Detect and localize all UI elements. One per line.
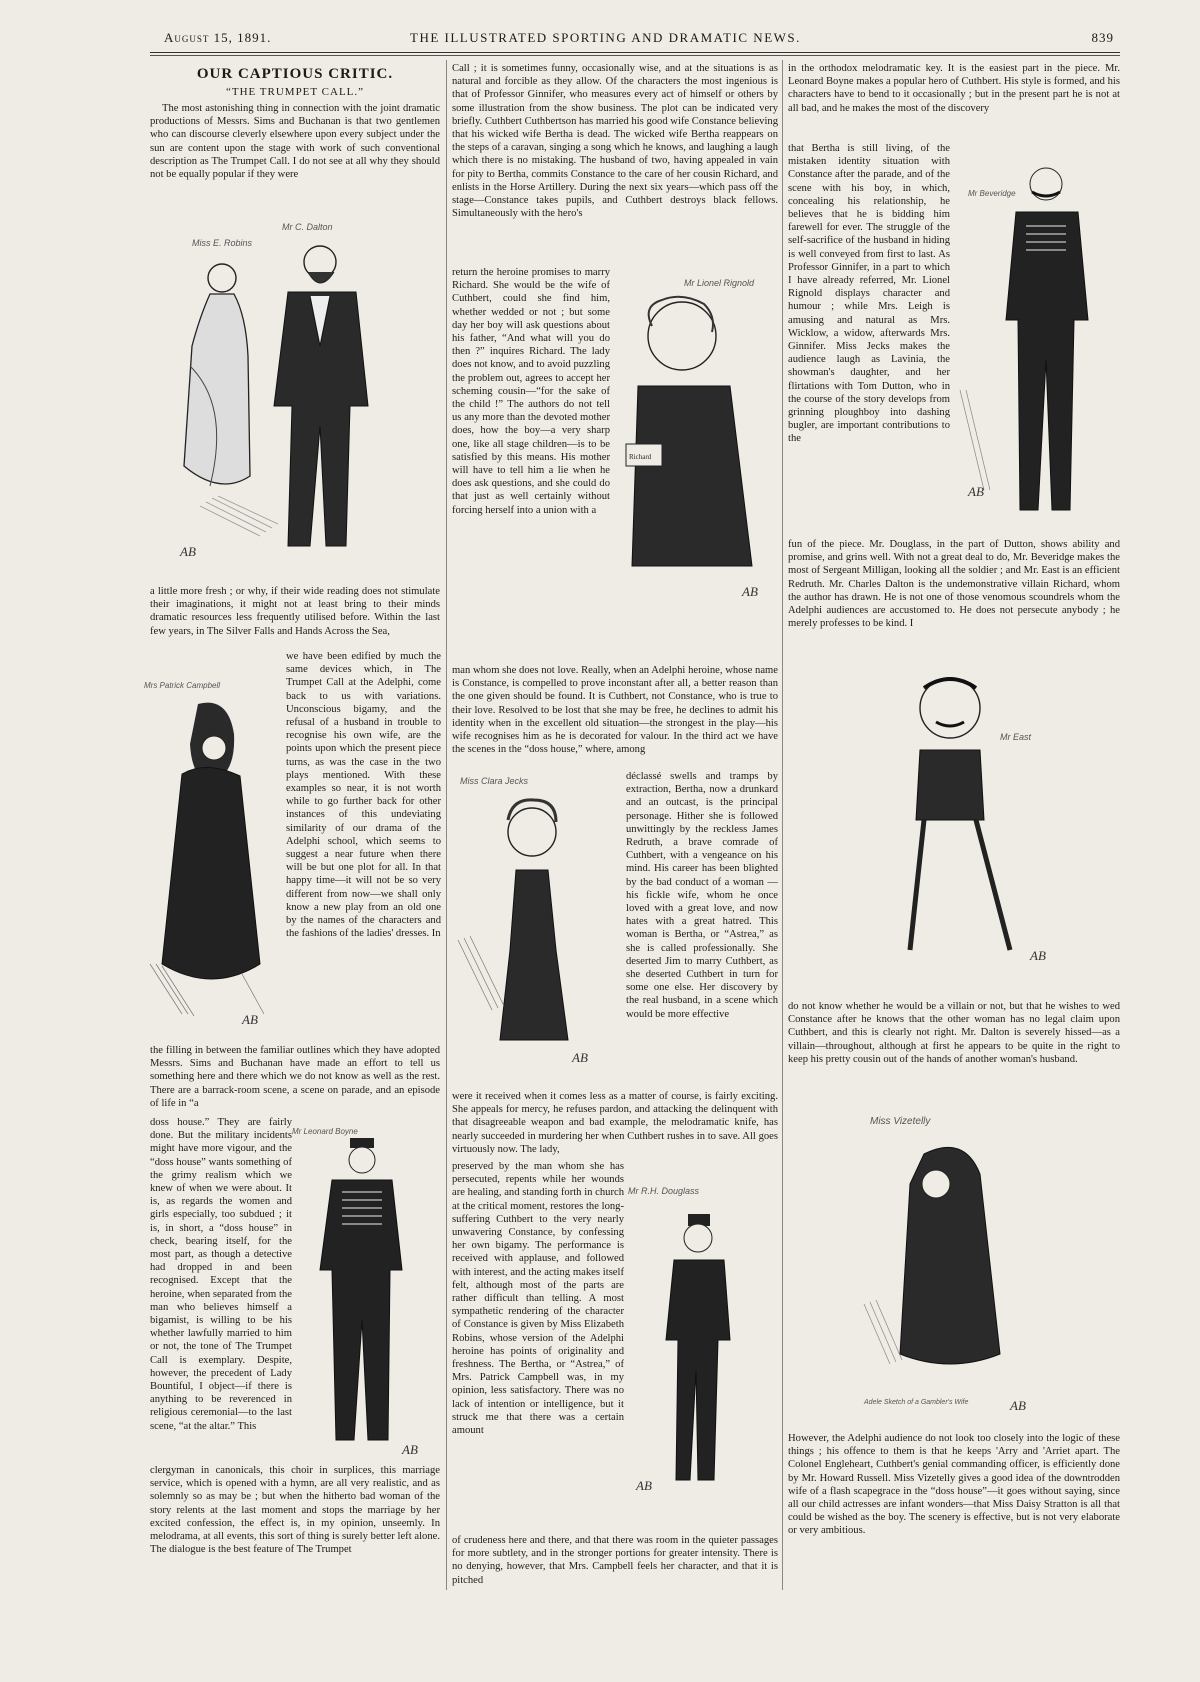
article-paragraph: were it received when it comes less as a matter of course, is fairly exciting. She appeals for mercy, he refuses pardon, and attacking the delinquent with that disagreeable weapon and bad example, the melodramatic knife, has nearly succeeded in murdering her when Cuthbert rushes in to save. All goes virtuously now. The lady, xyxy=(452,1091,778,1155)
article-paragraph: The most astonishing thing in connection with the joint dramatic productions of Messrs. Sims and Buchanan is that two gentlemen who can discourse cleverly elsewhere upon every subject under the sun are content upon the stage with work of such conventional description as The Trumpet Call. I do not see at all why they should not be equally popular if they were xyxy=(150,103,440,181)
issue-date: August 15, 1891. xyxy=(164,30,272,45)
illustration-douglass xyxy=(626,1180,778,1500)
caption-mr-boyne: Mr Leonard Boyne xyxy=(292,1127,358,1136)
caption-miss-vizetelly: Miss Vizetelly xyxy=(870,1116,931,1127)
svg-text:AB: AB xyxy=(742,584,758,599)
douglass-drawing xyxy=(626,1180,778,1500)
article-paragraph: doss house.” They are fairly done. But the military incidents might have more vigour, and the “doss house” wants something of the grimy realism which we knew of when we were about. It is, as regards the women and girls especially, too subdued ; it is, in short, a “doss house” in check, bearing itself, for the most part, as though a detective had dropped in and been recognised. Except that the heroine, when separated from the man who believes himself a bigamist, is willing to be his whether lawfully married to him or not, the tone of The Trumpet Call is exemplary. Despite, however, the precedent of Lady Bountiful, I object—if there is anything to be reverenced in religious ceremonial—to the last scene, “at the altar.” This xyxy=(150,1117,292,1432)
vizetelly-drawing xyxy=(860,1104,1050,1422)
illustration-boyne xyxy=(292,1120,440,1460)
caption-mr-dalton: Mr C. Dalton xyxy=(282,222,333,232)
boyne-drawing xyxy=(292,1120,440,1460)
article-paragraph: do not know whether he would be a villain or not, but that he wishes to wed Constance after he knows that the other woman has no legal claim upon Cuthbert, and this is clearly not right. Mr. Dalton is severely hissed—as a villain—throughout, although at first he appears to be quite in the right to keep his pretty cousin out of the hands of another woman's husband. xyxy=(788,1001,1120,1065)
illustration-dalton-robins xyxy=(170,206,410,566)
svg-text:AB: AB xyxy=(180,544,196,559)
caption-mr-rignold: Mr Lionel Rignold xyxy=(684,278,755,288)
article-paragraph: in the orthodox melodramatic key. It is the easiest part in the piece. Mr. Leonard Boyne makes a popular hero of Cuthbert. His style is formed, and his characters have to bend to it occasionally ; but in the present part he is not at all bad, and he makes the most of the discovery xyxy=(788,63,1120,114)
article-paragraph: man whom she does not love. Really, when an Adelphi heroine, whose name is Constance, is compelled to prove inconstant after all, a better reason than the one given should be found. It is Cuthbert, not Constance, who is true to their love. Resolved to be lost that she may be free, he declines to admit his identity when in the excellent old situation—the strongest in the play—his wife recognises him as he is decorated for valour. In the third act we have the scenes in the “doss house,” where, among xyxy=(452,665,778,756)
svg-text:AB: AB xyxy=(1010,1398,1026,1413)
article-paragraph: the filling in between the familiar outlines which they have adopted Messrs. Sims and Buchanan have made an effort to tell us something here and there which we do not know as well as the rest. There are a barrack-room scene, a scene on parade, and an episode of life in “a xyxy=(150,1045,440,1109)
article-paragraph: clergyman in canonicals, this choir in surplices, this marriage service, which is opened with a hymn, are all very realistic, and as solemnly so as may be ; but when the hitherto bad woman of the story relents at the last moment and stops the marriage by her excited confession, the effect is, in my opinion, unseemly. In melodrama, at all events, this sort of thing is surely better left alone. The dialogue is the best feature of The Trumpet xyxy=(150,1465,440,1556)
article-paragraph: déclassé swells and tramps by extraction, Bertha, now a drunkard and an outcast, is the principal personage. Hither she is followed unwittingly by the reckless James Redruth, a brave comrade of Cuthbert, with a vengeance on his mind. His career has been blighted by the bad conduct of a woman —his fickle wife, whom he once loved with a great love, and now hates with a great hatred. This woman is Bertha, or “Astrea,” as she is called professionally. She deserted Jim to marry Cuthbert, as she deserted Cuthbert in turn for some one else. Her discovery by the real husband, in a scene which would be more effective xyxy=(626,771,778,1020)
publication-title: THE ILLUSTRATED SPORTING AND DRAMATIC NEWS. xyxy=(410,30,801,45)
caption-miss-jecks: Miss Clara Jecks xyxy=(460,776,529,786)
caption-mr-beveridge: Mr Beveridge xyxy=(968,189,1016,198)
caption-mrs-campbell: Mrs Patrick Campbell xyxy=(144,681,221,690)
page-header xyxy=(150,30,1120,52)
header-rule-secondary xyxy=(150,55,1120,56)
beveridge-drawing xyxy=(954,150,1120,528)
svg-text:AB: AB xyxy=(572,1050,588,1065)
jecks-drawing xyxy=(452,770,622,1070)
article-paragraph: Call ; it is sometimes funny, occasionally wise, and at the situations is as natural and forcible as they allow. Of the characters the most ingenious is that of Professor Ginnifer, who measures every act of himself or others by some illustration from the show business. The plot can be indicated very briefly. Cuthbert Cuthbertson has married his good wife Constance believing that his wicked wife Bertha is dead. The wicked wife Bertha reappears on the steps of a caravan, singing a song which he knows, and laughing a laugh which there is no mistaking. The husband of two, having appealed in vain for pity to Bertha, commits Constance to the care of her cousin Richard, and enlists in the Horse Artillery. During the next six years—which pass off the stage—Constance takes pupils, and Cuthbert destroys black fellows. Simultaneously with the hero's xyxy=(452,63,778,220)
header-rule xyxy=(150,52,1120,53)
east-drawing xyxy=(850,660,1080,990)
svg-text:Richard: Richard xyxy=(629,453,652,461)
caption-miss-robins: Miss E. Robins xyxy=(192,238,253,248)
svg-text:AB: AB xyxy=(402,1442,418,1457)
caption-mr-east: Mr East xyxy=(1000,732,1032,742)
article-paragraph: However, the Adelphi audience do not look too closely into the logic of these things ; his offence to them is that he keeps 'Arry and 'Arriet apart. The Colonel Engleheart, Cuthbert's genial commanding officer, is efficiently done by Mr. Howard Russell. Miss Vizetelly gives a good idea of the downtrodden wife of a flash scapegrace in the “doss house”—it goes without saying, since all our child actresses are infant wonders—that Miss Daisy Stratton is all that could be wished as the boy. The scenery is effective, but is not very elaborate or very ambitious. xyxy=(788,1433,1120,1537)
illustration-jecks xyxy=(452,770,622,1070)
svg-text:AB: AB xyxy=(968,484,984,499)
svg-text:AB: AB xyxy=(1030,948,1046,963)
caption-vizetelly-sub: Adele Sketch of a Gambler's Wife xyxy=(864,1399,969,1406)
article-paragraph: preserved by the man whom she has persecuted, repents while her wounds are healing, and standing forth in church at the critical moment, restores the long-suffering Cuthbert to the very nearly unwavering Constance, by confessing her own bigamy. The performance is received with applause, and followed with interest, and the acting makes itself felt, although most of the parts are rather difficult than telling. A most sympathetic rendering of the character of Constance is given by Miss Elizabeth Robins, whose version of the Adelphi heroine has points of originality and freshness. The Bertha, or “Astrea,” of Mrs. Patrick Campbell was, in my opinion, less satisfactory. There was no lack of intention or intelligence, but it struck me that there was a certain amount xyxy=(452,1161,624,1437)
rignold-drawing xyxy=(612,266,778,602)
illustration-east xyxy=(850,660,1080,990)
illustration-beveridge xyxy=(954,150,1120,528)
column-divider xyxy=(446,60,447,1590)
illustration-rignold xyxy=(612,266,778,602)
article-paragraph: fun of the piece. Mr. Douglass, in the part of Dutton, shows ability and promise, and grins well. With not a great deal to do, Mr. Beveridge makes the most of Sergeant Milligan, looking all the soldier ; and Mr. East is an efficient Redruth. Mr. Charles Dalton is the undemonstrative villain Richard, whom the author has drawn. He is not one of those venomous scoundrels whom the Adelphi audiences are accustomed to. He does not persecute anybody ; he merely professes to be kind. I xyxy=(788,539,1120,630)
illustration-campbell xyxy=(142,664,272,1030)
svg-text:AB: AB xyxy=(242,1012,258,1027)
article-paragraph: of crudeness here and there, and that there was room in the quieter passages for more subtlety, and in the stronger portions for greater intensity. There is no denying, however, that Mrs. Campbell feels her character, and that it is pitched xyxy=(452,1535,778,1586)
caption-mr-douglass: Mr R.H. Douglass xyxy=(628,1186,700,1196)
article-paragraph: a little more fresh ; or why, if their wide reading does not stimulate their imaginations, it might not at least bring to their minds dramatic resources less frequently utilised before. Within the last few years, in The Silver Falls and Hands Across the Sea, xyxy=(150,586,440,637)
article-paragraph: that Bertha is still living, of the mistaken identity situation with Constance after the parade, and of the scene with his boy, in which, concealing his relationship, he believes that he is bidding him farewell for ever. The struggle of the self-sacrifice of the husband in hiding is well conveyed from first to last. As Professor Ginnifer, in a part to which I have already referred, Mr. Lionel Rignold displays character and humour ; while Mrs. Leigh is amusing and natural as Mrs. Wicklow, a widow, afterwards Mrs. Ginnifer. Miss Jecks makes the audience laugh as Lavinia, the showman's daughter, and her flirtations with Tom Dutton, who in the course of the story develops from grinning ploughboy into dashing bugler, are important contributions to the xyxy=(788,143,950,445)
article-title: OUR CAPTIOUS CRITIC. xyxy=(196,66,394,82)
page-number: 839 xyxy=(1091,30,1114,45)
illustration-vizetelly xyxy=(860,1104,1050,1422)
article-subtitle: “THE TRUMPET CALL.” xyxy=(225,86,365,98)
campbell-drawing xyxy=(142,664,272,1030)
column-divider xyxy=(782,60,783,1590)
svg-text:AB: AB xyxy=(636,1478,652,1493)
article-paragraph: we have been edified by much the same devices which, in The Trumpet Call at the Adelphi, come back to us with variations. Unconscious bigamy, and the refusal of a husband in trouble to recognise his own wife, are the points upon which the present piece turns, as was the case in the two plays mentioned. With these examples so near, it is not worth while to go further back for other instances of this undeviating similarity of our drama of the Adelphi school, which seems to suggest a near future when there will be but one plot for all. In that happy time—it will not be so very different from now—we shall only know a new play from an old one by the names of the characters and the fashions of the ladies' dresses. In xyxy=(286,651,441,940)
dalton-robins-drawing xyxy=(170,206,410,566)
article-paragraph: return the heroine promises to marry Richard. She would be the wife of Cuthbert, could she find him, whether wedded or not ; but some day her boy will ask questions about his father, “And what will you do then ?” inquires Richard. The lady does not know, and to avoid puzzling the problem out, agrees to accept her scheming cousin—“for the sake of the child !” The authors do not tell us any more than the devoted mother does, how the boy—a very sharp one, like all stage children—is to be satisfied by this means. His mother will have to tell him a lie when he does ask questions, and she could do that just as well certainly without forcing herself into a union with a xyxy=(452,267,610,516)
